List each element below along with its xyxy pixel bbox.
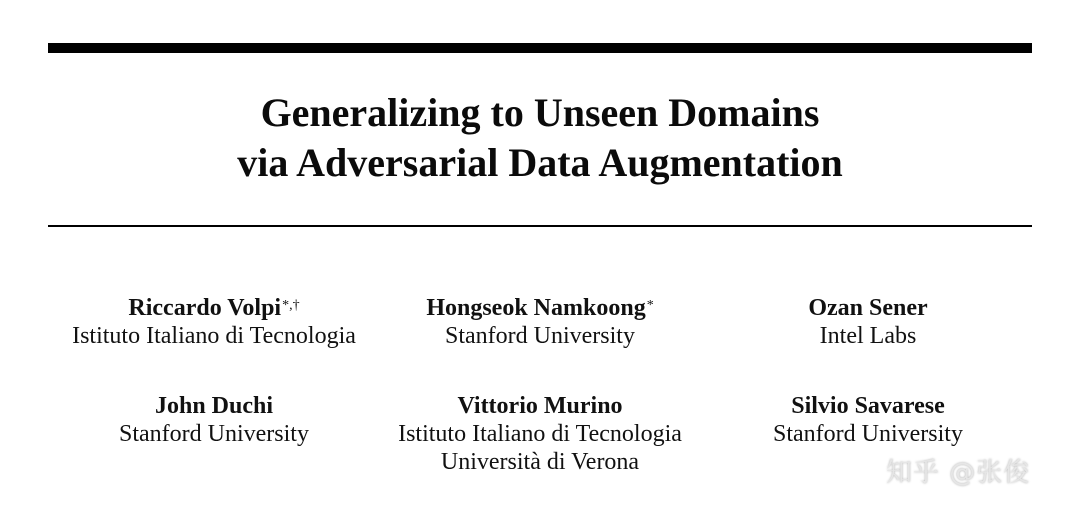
author-affiliation: Istituto Italiano di Tecnologia [72, 323, 356, 349]
author-name [34, 392, 394, 420]
author-block-savarese [688, 392, 1048, 448]
author-name [34, 294, 394, 322]
top-rule [48, 43, 1032, 53]
author-affiliation: Istituto Italiano di Tecnologia [398, 421, 682, 447]
author-affiliation: Stanford University [445, 323, 635, 349]
author-name [688, 392, 1048, 420]
author-block-volpi [34, 294, 394, 350]
title-bottom-rule [48, 225, 1032, 227]
watermark: 知乎 @张俊 [886, 458, 1031, 488]
author-block-duchi [34, 392, 394, 448]
author-affiliation: Stanford University [773, 421, 963, 447]
author-name [688, 294, 1048, 322]
title-line-1: Generalizing to Unseen Domains [260, 90, 820, 135]
author-name-text: Silvio Savarese [791, 393, 945, 419]
paper-title [0, 88, 1080, 188]
author-affiliation: Intel Labs [819, 323, 917, 349]
author-name [360, 392, 720, 420]
author-block-murino [360, 392, 720, 476]
author-block-sener [688, 294, 1048, 350]
author-affiliation: Stanford University [119, 421, 309, 447]
title-line-2: via Adversarial Data Augmentation [237, 140, 843, 185]
author-name-text: Ozan Sener [808, 295, 928, 321]
author-affiliation-secondary: Università di Verona [440, 449, 640, 475]
author-name-text: Riccardo Volpi [128, 295, 282, 321]
author-footnote-marks: *,† [282, 298, 300, 313]
author-block-namkoong [360, 294, 720, 350]
author-name-text: Hongseok Namkoong [426, 295, 646, 321]
author-name-text: John Duchi [154, 393, 274, 419]
author-name-text: Vittorio Murino [457, 393, 623, 419]
author-name [360, 294, 720, 322]
author-footnote-marks: * [646, 298, 654, 313]
